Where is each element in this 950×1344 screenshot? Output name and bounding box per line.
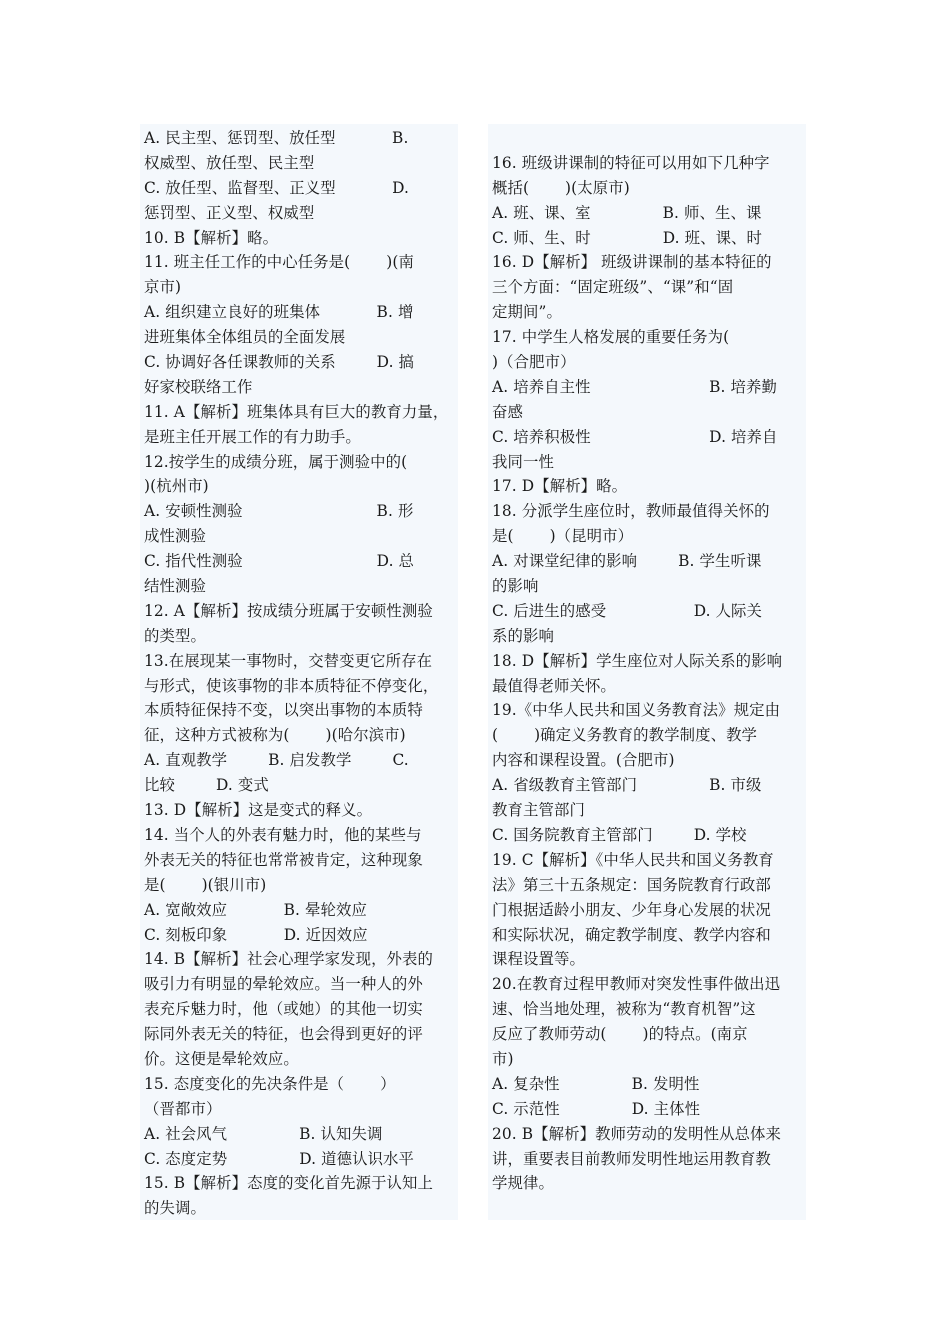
left-column bbox=[140, 124, 458, 1220]
left-line-14: 12.按学生的成绩分班，属于测验中的( bbox=[144, 452, 408, 471]
left-line-25: 征，这种方式被称为( )(哈尔滨市) bbox=[144, 726, 406, 745]
right-line-32: 门根据适龄小朋友、少年身心发展的状况 bbox=[492, 900, 771, 919]
left-line-16: A. 安顿性测验 B. 形 bbox=[144, 502, 414, 521]
left-line-26: A. 直观教学 B. 启发教学 C. bbox=[144, 751, 409, 770]
right-line-39: A. 复杂性 B. 发明性 bbox=[492, 1074, 700, 1093]
right-line-38: 市) bbox=[492, 1049, 514, 1068]
left-line-22: 13.在展现某一事物时，交替变更它所存在 bbox=[144, 651, 433, 670]
left-line-17: 成性测验 bbox=[144, 527, 206, 546]
right-line-41: 20. B【解析】教师劳动的发明性从总体来 bbox=[492, 1124, 782, 1143]
right-line-2: 16. 班级讲课制的特征可以用如下几种字 bbox=[492, 153, 770, 172]
right-line-13: C. 培养积极性 D. 培养自 bbox=[492, 427, 778, 446]
right-line-4: A. 班、课、室 B. 师、生、课 bbox=[492, 203, 762, 222]
right-line-29: C. 国务院教育主管部门 D. 学校 bbox=[492, 825, 747, 844]
right-line-26: 内容和课程设置。(合肥市) bbox=[492, 751, 675, 770]
left-line-39: 15. 态度变化的先决条件是（ ） bbox=[144, 1074, 396, 1093]
right-line-1 bbox=[492, 126, 806, 151]
left-line-44: 的失调。 bbox=[144, 1199, 206, 1218]
right-line-15: 17. D【解析】略。 bbox=[492, 477, 628, 496]
left-line-12: 11. A【解析】班集体具有巨大的教育力量， bbox=[144, 402, 449, 421]
right-line-5: C. 师、生、时 D. 班、课、时 bbox=[492, 228, 763, 247]
left-line-40: （晋都市） bbox=[144, 1099, 222, 1118]
left-line-2: 权威型、放任型、民主型 bbox=[144, 153, 315, 172]
right-column bbox=[488, 124, 806, 1220]
left-line-34: 14. B【解析】社会心理学家发现，外表的 bbox=[144, 950, 434, 969]
right-line-23: 最值得老师关怀。 bbox=[492, 676, 616, 695]
right-line-8: 定期间”。 bbox=[492, 303, 562, 322]
left-line-4: 惩罚型、正义型、权威型 bbox=[144, 203, 315, 222]
left-line-42: C. 态度定势 D. 道德认识水平 bbox=[144, 1149, 415, 1168]
right-line-19: 的影响 bbox=[492, 577, 539, 596]
right-line-7: 三个方面：“固定班级”、“课”和“固 bbox=[492, 278, 734, 297]
right-line-33: 和实际状况，确定教学制度、教学内容和 bbox=[492, 925, 771, 944]
left-line-28: 13. D【解析】这是变式的释义。 bbox=[144, 801, 373, 820]
right-line-43: 学规律。 bbox=[492, 1174, 554, 1193]
right-line-28: 教育主管部门 bbox=[492, 801, 585, 820]
right-line-16: 18. 分派学生座位时，教师最值得关怀的 bbox=[492, 502, 770, 521]
left-line-5: 10. B【解析】略。 bbox=[144, 228, 279, 247]
left-line-37: 际同外表无关的特征，也会得到更好的评 bbox=[144, 1025, 423, 1044]
left-line-18: C. 指代性测验 D. 总 bbox=[144, 552, 415, 571]
left-line-6: 11. 班主任工作的中心任务是( )(南 bbox=[144, 253, 414, 272]
left-line-21: 的类型。 bbox=[144, 626, 206, 645]
left-line-1: A. 民主型、惩罚型、放任型 B. bbox=[144, 129, 409, 147]
left-line-27: 比较 D. 变式 bbox=[144, 776, 269, 795]
right-line-37: 反应了教师劳动( )的特点。(南京 bbox=[492, 1025, 748, 1044]
left-line-9: 进班集体全体组员的全面发展 bbox=[144, 328, 346, 347]
left-line-38: 价。这便是晕轮效应。 bbox=[144, 1049, 299, 1068]
right-line-25: ( )确定义务教育的教学制度、教学 bbox=[492, 726, 758, 745]
left-line-29: 14. 当个人的外表有魅力时，他的某些与 bbox=[144, 825, 422, 844]
left-line-32: A. 宽敞效应 B. 晕轮效应 bbox=[144, 900, 367, 919]
right-line-12: 奋感 bbox=[492, 402, 523, 421]
right-line-20: C. 后进生的感受 D. 人际关 bbox=[492, 601, 763, 620]
right-line-30: 19. C【解析】《中华人民共和国义务教育 bbox=[492, 850, 774, 869]
left-line-8: A. 组织建立良好的班集体 B. 增 bbox=[144, 303, 414, 322]
left-line-3: C. 放任型、监督型、正义型 D. bbox=[144, 178, 410, 197]
right-line-34: 课程设置等。 bbox=[492, 950, 585, 969]
left-line-31: 是( )(银川市) bbox=[144, 875, 267, 894]
left-line-20: 12. A【解析】按成绩分班属于安顿性测验 bbox=[144, 601, 433, 620]
right-line-17: 是( )（昆明市） bbox=[492, 527, 634, 546]
right-line-35: 20.在教育过程甲教师对突发性事件做出迅 bbox=[492, 975, 781, 994]
left-line-13: 是班主任开展工作的有力助手。 bbox=[144, 427, 361, 446]
left-line-24: 本质特征保持不变，以突出事物的本质特 bbox=[144, 701, 423, 720]
right-line-27: A. 省级教育主管部门 B. 市级 bbox=[492, 776, 762, 795]
right-line-3: 概括( )(太原市) bbox=[492, 178, 630, 197]
left-line-15: )(杭州市) bbox=[144, 477, 209, 496]
right-line-31: 法》第三十五条规定：国务院教育行政部 bbox=[492, 875, 771, 894]
left-line-19: 结性测验 bbox=[144, 577, 206, 596]
left-line-36: 表充斥魅力时，他（或她）的其他一切实 bbox=[144, 1000, 423, 1019]
left-line-33: C. 刻板印象 D. 近因效应 bbox=[144, 925, 368, 944]
left-line-41: A. 社会风气 B. 认知失调 bbox=[144, 1124, 383, 1143]
right-line-18: A. 对课堂纪律的影响 B. 学生听课 bbox=[492, 552, 762, 571]
left-line-30: 外表无关的特征也常常被肯定，这种现象 bbox=[144, 850, 423, 869]
right-line-10: )（合肥市） bbox=[492, 353, 576, 372]
right-line-36: 速、恰当地处理，被称为“教育机智”这 bbox=[492, 1000, 756, 1019]
left-line-43: 15. B【解析】态度的变化首先源于认知上 bbox=[144, 1174, 434, 1193]
left-line-35: 吸引力有明显的晕轮效应。当一种人的外 bbox=[144, 975, 423, 994]
right-line-42: 讲，重要表目前教师发明性地运用教育教 bbox=[492, 1149, 771, 1168]
right-line-21: 系的影响 bbox=[492, 626, 554, 645]
right-line-22: 18. D【解析】学生座位对人际关系的影响 bbox=[492, 651, 783, 670]
left-line-7: 京市) bbox=[144, 278, 182, 297]
right-line-9: 17. 中学生人格发展的重要任务为( bbox=[492, 328, 730, 347]
right-line-24: 19.《中华人民共和国义务教育法》规定由 bbox=[492, 701, 781, 720]
right-line-6: 16. D【解析】 班级讲课制的基本特征的 bbox=[492, 253, 772, 272]
right-line-40: C. 示范性 D. 主体性 bbox=[492, 1099, 701, 1118]
right-line-14: 我同一性 bbox=[492, 452, 554, 471]
left-line-11: 好家校联络工作 bbox=[144, 377, 253, 396]
left-line-10: C. 协调好各任课教师的关系 D. 搞 bbox=[144, 353, 415, 372]
right-line-11: A. 培养自主性 B. 培养勤 bbox=[492, 377, 777, 396]
left-line-23: 与形式，使该事物的非本质特征不停变化， bbox=[144, 676, 439, 695]
